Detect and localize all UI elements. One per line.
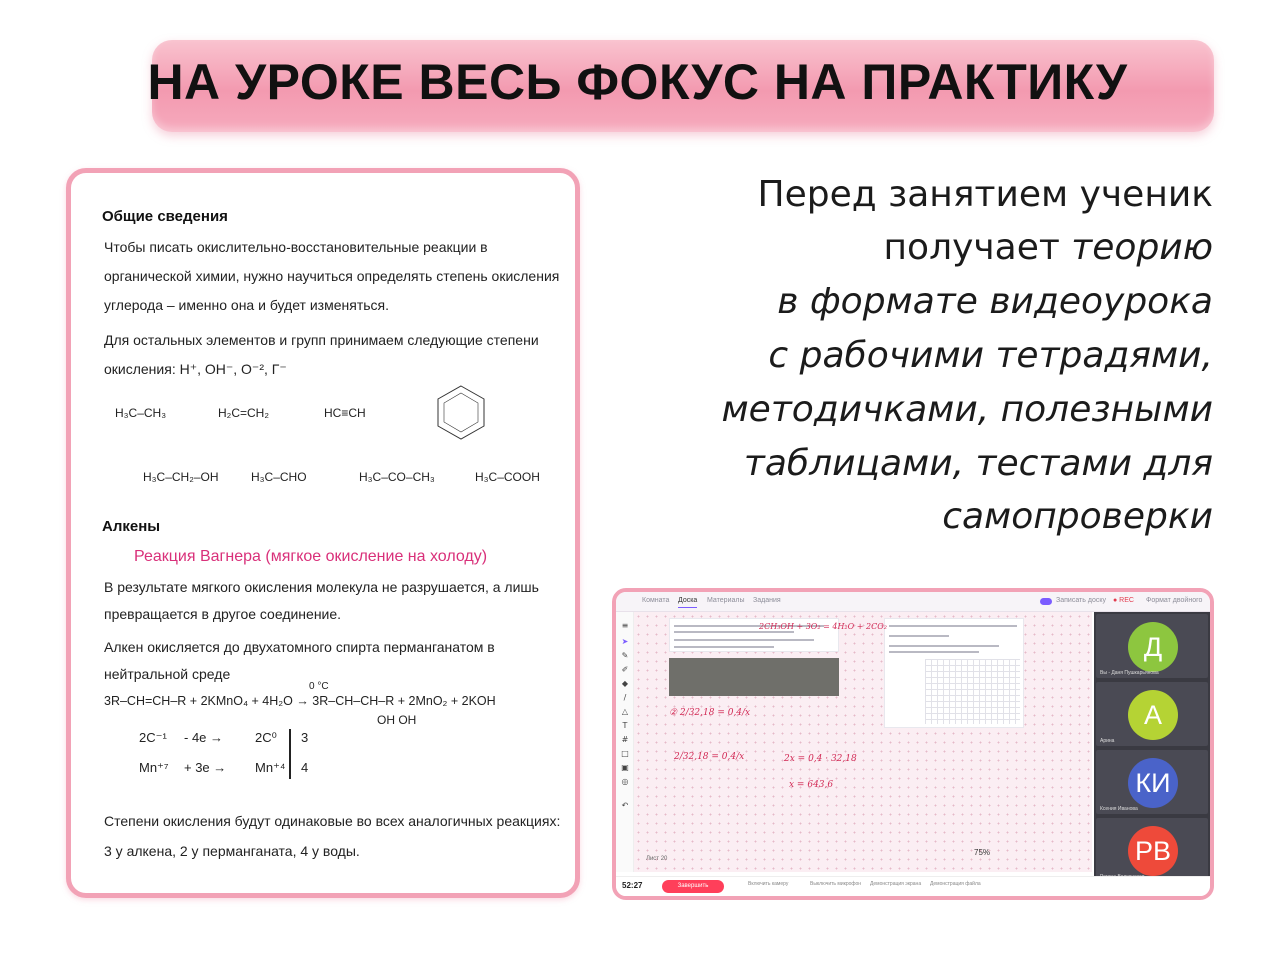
balance-mid: - 4e → <box>184 730 224 745</box>
handwriting: 2/32,18 = 0,4/x <box>674 752 745 762</box>
paragraph-line: нейтральной среде <box>104 666 231 682</box>
theory-card <box>66 168 580 898</box>
zoom-level[interactable]: 75% <box>974 848 991 857</box>
description-line: самопроверки <box>942 496 1213 537</box>
lesson-screenshot <box>612 588 1214 900</box>
text-icon[interactable]: T <box>622 721 628 730</box>
description-line: таблицами, тестами для <box>743 443 1213 484</box>
banner-title: НА УРОКЕ ВЕСЬ ФОКУС НА ПРАКТИКУ <box>147 54 1128 110</box>
file-share-button[interactable]: Демонстрация файла <box>930 881 981 887</box>
paragraph-line: углерода – именно она и будет изменяться. <box>104 297 389 313</box>
board-toolbar <box>616 612 634 872</box>
formula-acetic-acid: H₃C–COOH <box>475 470 540 484</box>
screen-share-button[interactable]: Демонстрация экрана <box>870 881 922 887</box>
paragraph-line: органической химии, нужно научиться определять степень окисления <box>104 268 560 284</box>
formula-ethanol: H₃C–CH₂–OH <box>143 470 219 484</box>
paragraph-line: Алкен окисляется до двухатомного спирта перманганатом в <box>104 639 495 655</box>
paragraph-line: Для остальных элементов и групп принимаем следующие степени <box>104 332 539 348</box>
formula-ethyne: HC≡CH <box>324 406 366 420</box>
handwriting: 2x = 0,4 · 32,18 <box>784 754 857 764</box>
paragraph-line: 3 у алкена, 2 у перманганата, 4 у воды. <box>104 843 360 859</box>
tab-room[interactable]: Комната <box>642 597 670 604</box>
participant-name: Вы - Даня Пушкарьянова <box>1100 670 1159 676</box>
cursor-icon[interactable]: ➤ <box>621 637 629 646</box>
frame-icon[interactable]: # <box>621 735 629 744</box>
balance-divider <box>289 729 291 779</box>
balance-coefficient: 3 <box>301 730 309 745</box>
participant-tile[interactable] <box>1096 818 1208 882</box>
balance-left: 2C⁻¹ <box>139 730 167 745</box>
microphone-button[interactable]: Выключить микрофон <box>810 881 862 887</box>
balance-right: 2C⁰ <box>255 730 277 745</box>
avatar: КИ <box>1128 758 1178 808</box>
paragraph-line: превращается в другое соединение. <box>104 606 342 622</box>
menu-icon[interactable]: ≡ <box>621 621 629 630</box>
balance-left: Mn⁺⁷ <box>139 760 169 775</box>
shapes-icon[interactable]: △ <box>621 707 629 716</box>
sticker-icon[interactable]: □ <box>621 749 629 758</box>
benzene-ring-diagram <box>426 378 496 448</box>
participant-tile[interactable] <box>1096 750 1208 814</box>
marker-icon[interactable]: ✐ <box>621 665 629 674</box>
record-board-label: Записать доску <box>1056 597 1106 604</box>
description-line <box>884 228 1213 268</box>
tab-board[interactable]: Доска <box>678 597 697 608</box>
balance-coefficient: 4 <box>301 760 309 775</box>
heading-general: Общие сведения <box>102 208 228 225</box>
participant-name: Арина <box>1100 738 1115 744</box>
description-line: в формате видеоурока <box>777 281 1213 322</box>
formula-acetone: H₃C–CO–CH₃ <box>359 470 435 484</box>
description-line: с рабочими тетрадями, <box>768 335 1213 376</box>
handwriting: 2CH₃OH + 3O₂ = 4H₂O + 2CO₂ <box>759 622 887 631</box>
lesson-timer: 52:27 <box>622 881 643 890</box>
formula-ethane: H₃C–CH₃ <box>115 406 167 420</box>
participants-panel <box>1094 612 1210 876</box>
avatar: А <box>1128 690 1178 740</box>
formula-ethene: H₂C=CH₂ <box>218 406 269 420</box>
paragraph-line: Чтобы писать окислительно-восстановительные реакции в <box>104 239 488 255</box>
description-line: Перед занятием ученик <box>757 174 1213 215</box>
solution-card <box>884 618 1024 728</box>
sheet-label[interactable]: Лист 20 <box>646 856 668 862</box>
reaction-temperature: 0 °C <box>309 681 329 692</box>
whiteboard[interactable] <box>634 612 1092 872</box>
formula-icon[interactable]: ◎ <box>621 777 629 786</box>
handwriting: x = 643,6 <box>789 780 834 790</box>
rec-indicator: ● REC <box>1113 597 1134 604</box>
heading-alkenes: Алкены <box>102 518 161 535</box>
reaction-oh-labels: OH OH <box>377 713 417 727</box>
end-lesson-button[interactable]: Завершить <box>662 880 724 893</box>
record-board-toggle[interactable] <box>1040 598 1052 605</box>
line-icon[interactable]: / <box>623 693 627 702</box>
camera-button[interactable]: Включить камеру <box>748 881 789 887</box>
pen-icon[interactable]: ✎ <box>621 651 629 660</box>
description-regular: получает <box>883 227 1072 268</box>
reaction-equation: 3R–CH=CH–R + 2KMnO₄ + 4H₂O → 3R–CH–CH–R + 2MnO₂ + 2KOH <box>104 694 496 708</box>
lesson-bottom-bar <box>616 876 1210 896</box>
tab-materials[interactable]: Материалы <box>707 597 745 604</box>
balance-mid: + 3e → <box>184 760 227 775</box>
participant-name: Ксения Иванова <box>1100 806 1138 812</box>
paragraph-line: окисления: H⁺, OH⁻, O⁻², Г⁻ <box>104 361 287 377</box>
formula-acetaldehyde: H₃C–CHO <box>251 470 307 484</box>
avatar: Д <box>1128 622 1178 672</box>
description-italic: теорию <box>1071 227 1213 268</box>
eraser-icon[interactable]: ◆ <box>621 679 629 688</box>
undo-icon[interactable]: ↶ <box>621 801 629 810</box>
description-line: методичками, полезными <box>721 389 1213 430</box>
avatar: РВ <box>1128 826 1178 876</box>
participant-tile[interactable] <box>1096 682 1208 746</box>
image-icon[interactable]: ▣ <box>621 763 629 772</box>
format-selector[interactable]: Формат двойного <box>1146 597 1203 604</box>
paragraph-line: Степени окисления будут одинаковые во всех аналогичных реакциях: <box>104 813 561 829</box>
handwriting: ② 2/32,18 = 0,4/x <box>669 708 751 718</box>
photo-of-notebook <box>669 658 839 696</box>
lesson-top-bar <box>616 592 1210 612</box>
paragraph-line: В результате мягкого окисления молекула не разрушается, а лишь <box>104 579 539 595</box>
balance-right: Mn⁺⁴ <box>255 760 286 775</box>
tab-tasks[interactable]: Задания <box>753 597 781 604</box>
participant-tile[interactable] <box>1096 614 1208 678</box>
wagner-reaction-title: Реакция Вагнера (мягкое окисление на холоду) <box>134 548 488 565</box>
